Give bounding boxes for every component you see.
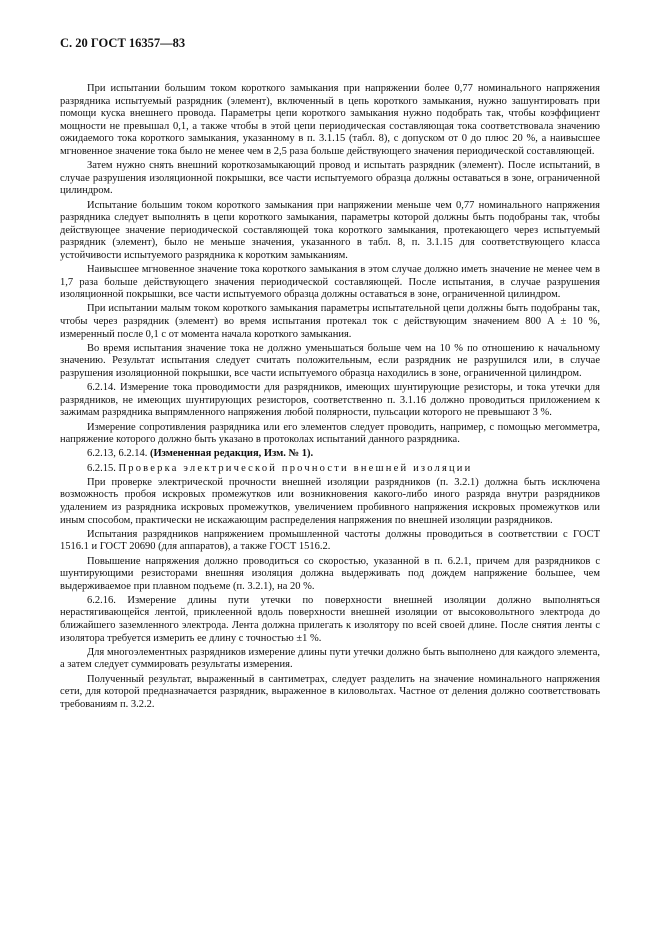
paragraph: Для многоэлементных разрядников измерение длины пути утечки должно быть выполнено для каждого элемента, а затем следует суммировать результаты измерения. — [60, 646, 600, 671]
amendment-note — [60, 448, 600, 461]
paragraph: Затем нужно снять внешний короткозамыкающий провод и испытать разрядник (элемент). После испытаний, в случае разрушения изоляционной покрышки, все части испытуемого образца должны оставаться в зоне, ограниченной цилиндром. — [60, 160, 600, 197]
paragraph: Повышение напряжения должно проводиться со скоростью, указанной в п. 6.2.1, причем для разрядников с шунтирующими резисторами внешняя изоляция должна выдерживать под дождем напряжение большее, чем выдерживаемое при плавном подъеме (п. 3.2.1), на 20 %. — [60, 555, 600, 592]
paragraph: Испытание большим током короткого замыкания при напряжении меньше чем 0,77 номинального напряжения разрядника следует выполнять в цепи короткого замыкания, параметры которой должны быть подобраны так, чтобы действующее значение периодической составляющей тока короткого замыкания, протекающего через испытуемый разрядник (элемент), было не меньше значения, указанного в табл. 8, п. 3.1.15 для соответствующего класса устойчивости испытуемого разрядника к коротким замыканиям. — [60, 199, 600, 261]
amendment-prefix: 6.2.13, 6.2.14. — [87, 448, 148, 460]
paragraph: Измерение сопротивления разрядника или его элементов следует проводить, например, с помощью мегомметра, напряжение которого должно быть указано в протоколах испытаний данного разрядника. — [60, 421, 600, 446]
paragraph: Наивысшее мгновенное значение тока короткого замыкания в этом случае должно иметь значение не менее чем в 1,7 раза больше действующего значения периодической составляющей. После испытания, в случае разрушения изоляционной покрышки, все части испытуемого образца должны оставаться в зоне, ограниченной цилиндром. — [60, 264, 600, 301]
paragraph: При испытании большим током короткого замыкания при напряжении более 0,77 номинального напряжения разрядника испытуемый разрядник (элемент), включенный в цепь короткого замыкания, нужно зашунтировать при помощи куска внешнего провода. Параметры цепи короткого замыкания нужно подобрать так, чтобы коэффициент мощности не превышал 0,1, а также чтобы в этой цепи периодическая составляющая тока соответствовала значению ожидаемого тока короткого замыкания, указанному в п. 3.1.15 (табл. 8), с допуском от 0 до плюс 20 %, а наивысшее мгновенное значение тока было не менее чем в 2,5 раза больше действующего значения периодической составляющей. — [60, 83, 600, 157]
section-heading — [60, 463, 600, 476]
paragraph: Полученный результат, выраженный в сантиметрах, следует разделить на значение номинального напряжения сети, для которой предназначается разрядник, выраженное в киловольтах. Частное от деления должно соответствовать требованиям п. 3.2.2. — [60, 673, 600, 710]
paragraph: Во время испытания значение тока не должно уменьшаться больше чем на 10 % по отношению к начальному значению. Результат испытания следует считать положительным, если разрядник не разрушился или, в случае разрушения изоляционной покрышки, все части испытуемого образца находились в зоне, ограниченной цилиндром. — [60, 342, 600, 380]
amendment-bold: (Измененная редакция, Изм. № 1). — [150, 448, 314, 460]
paragraph: При проверке электрической прочности внешней изоляции разрядников (п. 3.2.1) должна быть исключена возможность пробоя искровых промежутков или возникновения какого-либо иного разряда внутри разрядников удалением из разрядника искровых промежутков, увеличением пробивного напряжения искровых промежутков или иным способом, практически не искажающим распределения напряжения по внешней изоляции разрядников. — [60, 476, 600, 526]
paragraph: Испытания разрядников напряжением промышленной частоты должны проводиться в соответствии с ГОСТ 1516.1 и ГОСТ 20690 (для аппаратов), а также ГОСТ 1516.2. — [60, 528, 600, 553]
page-header: С. 20 ГОСТ 16357—83 — [60, 36, 186, 50]
paragraph: При испытании малым током короткого замыкания параметры испытательной цепи должны быть подобраны так, чтобы через разрядник (элемент) во время испытания протекал ток с действующим значением 800 А ± 10 %, измеренный после 0,1 с от момента начала короткого замыкания. — [60, 303, 600, 340]
paragraph: 6.2.16. Измерение длины пути утечки по поверхности внешней изоляции должно выполняться нерастягивающейся лентой, приклеенной вдоль поверхности внешней изоляции от высоковольтного электрода до ближайшего заземленного электрода. Лента должна прилегать к изолятору по всей своей длине. После снятия ленты с изолятора требуется измерить ее длину с точностью ±1 %. — [60, 594, 600, 644]
document-body — [60, 83, 600, 713]
section-number: 6.2.15. — [87, 462, 116, 474]
paragraph: 6.2.14. Измерение тока проводимости для разрядников, имеющих шунтирующие резисторы, и тока утечки для разрядников, не имеющих шунтирующих резисторов, соответственно п. 3.1.16 должно проводиться приложением к зажимам разрядника выпрямленного напряжения любой полярности, пульсации которого не превышают 3 %. — [60, 382, 600, 419]
section-title: Проверка электрической прочности внешней изоляции — [118, 462, 473, 474]
